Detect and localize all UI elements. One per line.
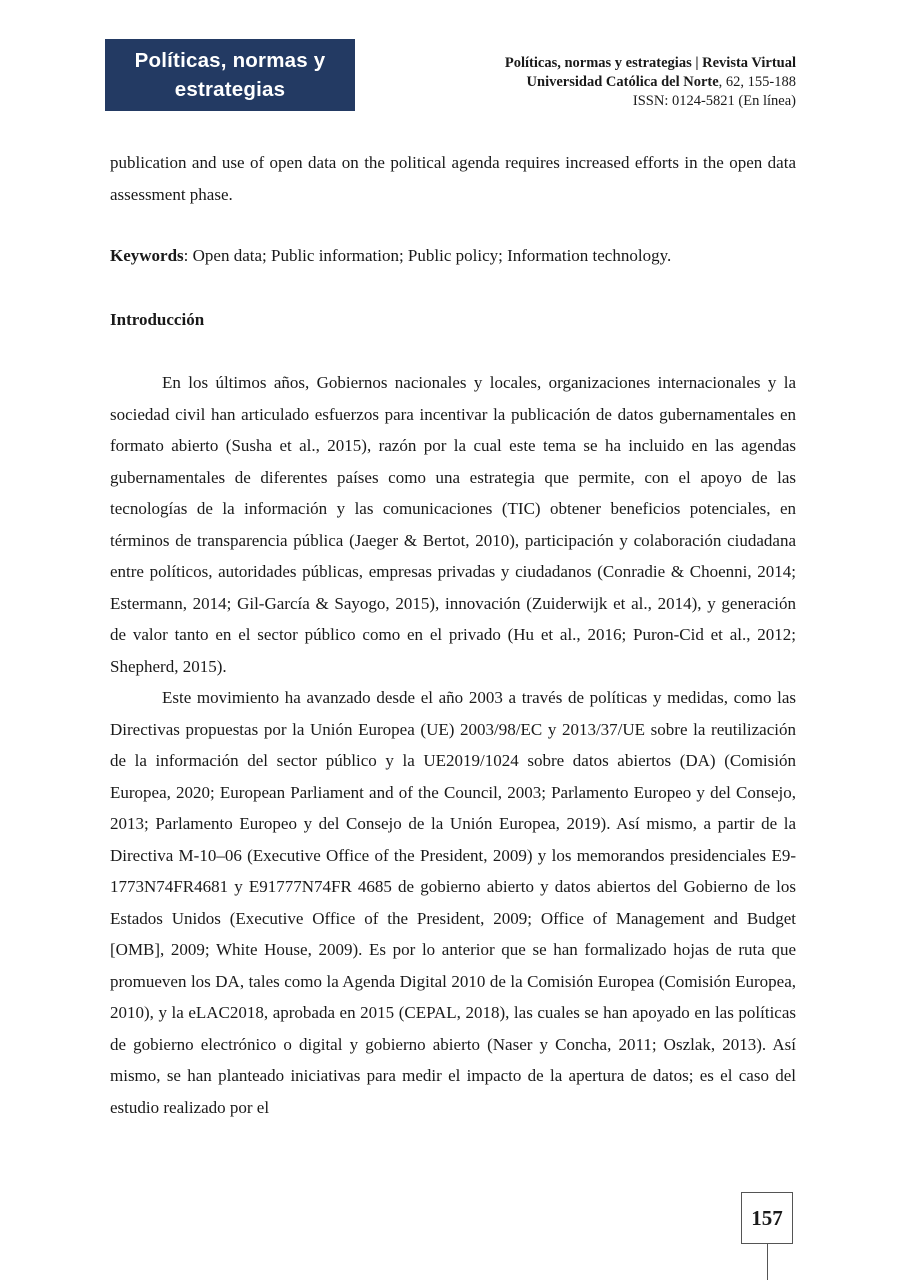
paragraph-1: En los últimos años, Gobiernos nacionales y locales, organizaciones internacionales y la sociedad civil han articulado esfuerzos para incentivar la publicación de datos gubernamentales en formato abierto (Susha et al., 2015), razón por la cual este tema se ha incluido en las agendas gubernamentales de diferentes países como una estrategia que permite, con el apoyo de las tecnologías de la información y las comunicaciones (TIC) obtener beneficios potenciales, en términos de transparencia pública (Jaeger & Bertot, 2010), participación y colaboración ciudadana entre políticos, autoridades públicas, empresas privadas y ciudadanos (Conradie & Choenni, 2014; Estermann, 2014; Gil-García & Sayogo, 2015), innovación (Zuiderwijk et al., 2014), y generación de valor tanto en el sector público como en el privado (Hu et al., 2016; Puron-Cid et al., 2012; Shepherd, 2015).	[110, 373, 796, 676]
journal-issn: ISSN: 0124-5821 (En línea)	[632, 93, 796, 109]
keywords-text: : Open data; Public information; Public policy; Information technology.	[183, 246, 672, 265]
keywords-label: Keywords	[110, 246, 184, 265]
journal-issue: , 62, 155-188	[718, 74, 796, 90]
paragraph-2: Este movimiento ha avanzado desde el año 2003 a través de políticas y medidas, como las Directivas propuestas por la Unión Europea (UE) 2003/98/EC y 2013/37/UE sobre la reutilización de la información del sector público y la UE2019/1024 sobre datos abiertos (DA) (Comisión Europea, 2020; European Parliament and of the Council, 2003; Parlamento Europeo y del Consejo, 2013; Parlamento Europeo y del Consejo de la Unión Europea, 2019). Así mismo, a partir de la Directiva M-10–06 (Executive Office of the President, 2009) y los memorandos presidenciales E9-1773N74FR4681 y E91777N74FR 4685 de gobierno abierto y datos abiertos del Gobierno de los Estados Unidos (Executive Office of the President, 2009; Office of Management and Budget [OMB], 2009; White House, 2009). Es por lo anterior que se han formalizado hojas de ruta que promueven los DA, tales como la Agenda Digital 2010 de la Comisión Europea (Comisión Europea, 2010), y la eLAC2018, aprobada en 2015 (CEPAL, 2018), las cuales se han apoyado en las políticas de gobierno electrónico o digital y gobierno abierto (Naser y Concha, 2011; Oszlak, 2013). Así mismo, se han planteado iniciativas para medir el impacto de la apertura de datos; es el caso del estudio realizado por el	[110, 688, 796, 1117]
page-number: 157	[741, 1192, 793, 1244]
keywords-line	[110, 240, 796, 272]
section-body	[110, 367, 796, 1123]
page-number-rule	[767, 1244, 768, 1280]
abstract-text: publication and use of open data on the political agenda requires increased efforts in the open data assessment phase.	[110, 153, 796, 204]
abstract-continuation	[110, 147, 796, 210]
journal-title: Políticas, normas y estrategias | Revista Virtual	[504, 55, 796, 71]
section-heading: Introducción	[110, 310, 205, 329]
journal-university: Universidad Católica del Norte	[526, 74, 719, 90]
journal-info	[505, 54, 796, 111]
badge-line-1: Políticas, normas y	[134, 49, 326, 72]
badge-line-2: estrategias	[174, 78, 286, 101]
journal-section-badge	[105, 39, 355, 111]
